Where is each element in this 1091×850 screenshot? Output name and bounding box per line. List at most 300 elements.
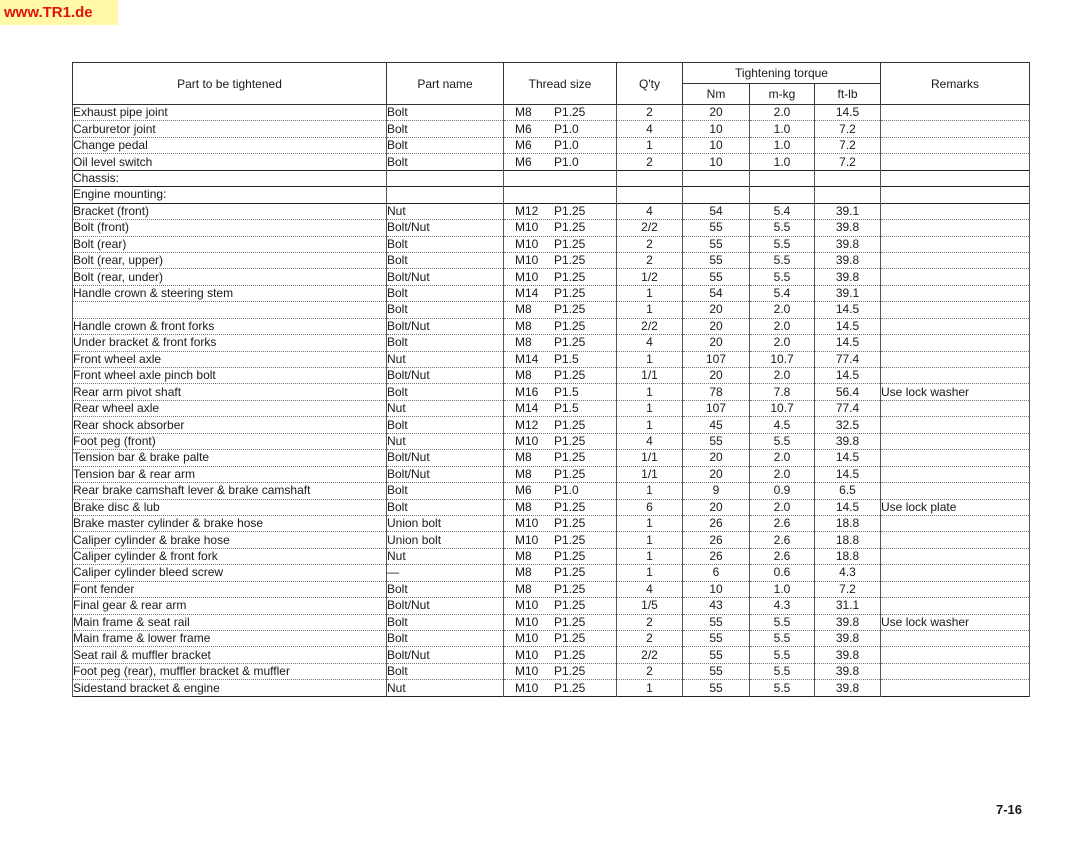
- cell-part: Handle crown & steering stem: [73, 285, 387, 301]
- cell-remarks: [881, 532, 1030, 548]
- cell-qty: 1: [617, 532, 683, 548]
- empty-cell: [387, 187, 504, 203]
- cell-part: Rear wheel axle: [73, 400, 387, 416]
- table-row: [73, 433, 1030, 449]
- thread-diameter: M10: [515, 647, 539, 662]
- cell-qty: 1: [617, 417, 683, 433]
- cell-part-name: Bolt: [387, 154, 504, 170]
- cell-thread-size: [504, 565, 617, 581]
- cell-mkg: 2.6: [750, 515, 815, 531]
- table-row: [73, 121, 1030, 137]
- cell-ftlb: 14.5: [815, 302, 881, 318]
- cell-remarks: [881, 335, 1030, 351]
- cell-remarks: [881, 203, 1030, 219]
- thread-diameter: M10: [515, 532, 539, 547]
- cell-part: Sidestand bracket & engine: [73, 680, 387, 696]
- cell-remarks: [881, 236, 1030, 252]
- table-row: [73, 400, 1030, 416]
- cell-part: Main frame & lower frame: [73, 631, 387, 647]
- cell-thread-size: [504, 220, 617, 236]
- cell-thread-size: [504, 302, 617, 318]
- cell-part-name: Nut: [387, 433, 504, 449]
- thread-pitch: P1.25: [554, 220, 586, 235]
- header-nm: Nm: [683, 84, 750, 105]
- table-row: [73, 368, 1030, 384]
- cell-part: Bolt (rear, upper): [73, 252, 387, 268]
- cell-ftlb: 31.1: [815, 598, 881, 614]
- cell-ftlb: 77.4: [815, 351, 881, 367]
- table-row: [73, 663, 1030, 679]
- cell-thread-size: [504, 515, 617, 531]
- cell-nm: 26: [683, 515, 750, 531]
- cell-ftlb: 39.8: [815, 647, 881, 663]
- cell-mkg: 1.0: [750, 154, 815, 170]
- cell-mkg: 2.0: [750, 499, 815, 515]
- cell-ftlb: 18.8: [815, 515, 881, 531]
- cell-ftlb: 7.2: [815, 154, 881, 170]
- empty-cell: [617, 170, 683, 186]
- cell-qty: 1: [617, 483, 683, 499]
- cell-qty: 1: [617, 384, 683, 400]
- cell-qty: 1/1: [617, 466, 683, 482]
- cell-ftlb: 39.8: [815, 236, 881, 252]
- thread-pitch: P1.25: [554, 466, 586, 481]
- cell-qty: 1: [617, 137, 683, 153]
- thread-pitch: P1.25: [554, 549, 586, 564]
- cell-mkg: 5.5: [750, 252, 815, 268]
- thread-diameter: M8: [515, 466, 532, 481]
- cell-part: Bolt (front): [73, 220, 387, 236]
- cell-remarks: Use lock plate: [881, 499, 1030, 515]
- cell-part-name: Bolt: [387, 105, 504, 121]
- table-row: [73, 565, 1030, 581]
- cell-remarks: [881, 269, 1030, 285]
- thread-pitch: P1.25: [554, 433, 586, 448]
- cell-part-name: Bolt: [387, 302, 504, 318]
- cell-thread-size: [504, 433, 617, 449]
- thread-diameter: M6: [515, 483, 532, 498]
- cell-ftlb: 56.4: [815, 384, 881, 400]
- cell-ftlb: 14.5: [815, 318, 881, 334]
- cell-part-name: Bolt/Nut: [387, 220, 504, 236]
- cell-part: Oil level switch: [73, 154, 387, 170]
- cell-part: Rear brake camshaft lever & brake camshaft: [73, 483, 387, 499]
- cell-nm: 78: [683, 384, 750, 400]
- cell-part-name: Bolt: [387, 581, 504, 597]
- page-number: 7-16: [996, 802, 1023, 817]
- cell-qty: 2: [617, 252, 683, 268]
- cell-part-name: —: [387, 565, 504, 581]
- cell-part-name: Union bolt: [387, 532, 504, 548]
- cell-part: Caliper cylinder & front fork: [73, 548, 387, 564]
- thread-pitch: P1.25: [554, 516, 586, 531]
- subsection-engine-mounting: [73, 187, 1030, 203]
- cell-ftlb: 14.5: [815, 499, 881, 515]
- cell-mkg: 2.0: [750, 302, 815, 318]
- cell-nm: 55: [683, 220, 750, 236]
- cell-thread-size: [504, 154, 617, 170]
- cell-nm: 45: [683, 417, 750, 433]
- cell-part: Tension bar & rear arm: [73, 466, 387, 482]
- cell-nm: 20: [683, 318, 750, 334]
- table-row: [73, 581, 1030, 597]
- cell-thread-size: [504, 417, 617, 433]
- cell-nm: 20: [683, 466, 750, 482]
- cell-remarks: [881, 515, 1030, 531]
- cell-qty: 1: [617, 400, 683, 416]
- cell-qty: 2/2: [617, 318, 683, 334]
- cell-part-name: Union bolt: [387, 515, 504, 531]
- cell-ftlb: 14.5: [815, 105, 881, 121]
- thread-diameter: M12: [515, 417, 539, 432]
- cell-remarks: [881, 351, 1030, 367]
- cell-nm: 55: [683, 236, 750, 252]
- section-label: Chassis:: [73, 170, 387, 186]
- thread-pitch: P1.25: [554, 318, 586, 333]
- cell-nm: 20: [683, 335, 750, 351]
- thread-diameter: M8: [515, 302, 532, 317]
- cell-nm: 55: [683, 252, 750, 268]
- cell-part-name: Bolt/Nut: [387, 368, 504, 384]
- cell-part: Brake disc & lub: [73, 499, 387, 515]
- thread-diameter: M14: [515, 351, 539, 366]
- cell-part-name: Bolt: [387, 483, 504, 499]
- cell-mkg: 7.8: [750, 384, 815, 400]
- cell-remarks: [881, 483, 1030, 499]
- empty-cell: [815, 170, 881, 186]
- thread-diameter: M10: [515, 433, 539, 448]
- cell-qty: 2: [617, 614, 683, 630]
- cell-qty: 1: [617, 302, 683, 318]
- cell-mkg: 2.6: [750, 532, 815, 548]
- table-row: [73, 614, 1030, 630]
- cell-thread-size: [504, 137, 617, 153]
- cell-qty: 6: [617, 499, 683, 515]
- cell-mkg: 5.5: [750, 220, 815, 236]
- cell-mkg: 1.0: [750, 581, 815, 597]
- thread-pitch: P1.25: [554, 105, 586, 120]
- table-header: [73, 63, 1030, 105]
- thread-diameter: M8: [515, 450, 532, 465]
- cell-ftlb: 39.8: [815, 663, 881, 679]
- cell-part: Handle crown & front forks: [73, 318, 387, 334]
- cell-qty: 1/2: [617, 269, 683, 285]
- cell-ftlb: 14.5: [815, 450, 881, 466]
- cell-part-name: Bolt/Nut: [387, 318, 504, 334]
- cell-part: Exhaust pipe joint: [73, 105, 387, 121]
- cell-part-name: Nut: [387, 680, 504, 696]
- cell-ftlb: 77.4: [815, 400, 881, 416]
- cell-part-name: Bolt: [387, 384, 504, 400]
- thread-pitch: P1.0: [554, 483, 579, 498]
- thread-pitch: P1.25: [554, 598, 586, 613]
- cell-part-name: Bolt: [387, 137, 504, 153]
- cell-part-name: Nut: [387, 203, 504, 219]
- cell-qty: 2/2: [617, 220, 683, 236]
- cell-mkg: 0.9: [750, 483, 815, 499]
- cell-thread-size: [504, 483, 617, 499]
- cell-thread-size: [504, 680, 617, 696]
- cell-remarks: [881, 368, 1030, 384]
- cell-qty: 4: [617, 433, 683, 449]
- thread-diameter: M10: [515, 236, 539, 251]
- cell-part-name: Nut: [387, 351, 504, 367]
- cell-thread-size: [504, 335, 617, 351]
- thread-pitch: P1.25: [554, 253, 586, 268]
- thread-pitch: P1.25: [554, 532, 586, 547]
- cell-thread-size: [504, 252, 617, 268]
- cell-nm: 20: [683, 450, 750, 466]
- thread-pitch: P1.25: [554, 269, 586, 284]
- thread-pitch: P1.25: [554, 581, 586, 596]
- header-part-name: Part name: [387, 63, 504, 105]
- thread-pitch: P1.25: [554, 647, 586, 662]
- cell-ftlb: 7.2: [815, 121, 881, 137]
- cell-remarks: [881, 598, 1030, 614]
- thread-diameter: M6: [515, 154, 532, 169]
- cell-part: Caliper cylinder bleed screw: [73, 565, 387, 581]
- table-row: [73, 302, 1030, 318]
- header-tightening-torque: Tightening torque: [683, 63, 881, 84]
- cell-ftlb: 39.8: [815, 433, 881, 449]
- cell-part: Rear arm pivot shaft: [73, 384, 387, 400]
- thread-diameter: M10: [515, 220, 539, 235]
- table-row: [73, 285, 1030, 301]
- cell-part-name: Bolt: [387, 285, 504, 301]
- cell-nm: 20: [683, 499, 750, 515]
- cell-qty: 1: [617, 680, 683, 696]
- cell-remarks: [881, 663, 1030, 679]
- empty-cell: [881, 170, 1030, 186]
- cell-part: Rear shock absorber: [73, 417, 387, 433]
- cell-qty: 1: [617, 565, 683, 581]
- thread-pitch: P1.0: [554, 121, 579, 136]
- thread-diameter: M8: [515, 499, 532, 514]
- cell-mkg: 5.5: [750, 663, 815, 679]
- cell-mkg: 5.5: [750, 433, 815, 449]
- thread-pitch: P1.25: [554, 565, 586, 580]
- empty-cell: [504, 170, 617, 186]
- cell-mkg: 2.0: [750, 335, 815, 351]
- empty-cell: [881, 187, 1030, 203]
- cell-ftlb: 39.8: [815, 631, 881, 647]
- cell-qty: 1: [617, 515, 683, 531]
- header-qty: Q'ty: [617, 63, 683, 105]
- cell-mkg: 2.6: [750, 548, 815, 564]
- tightening-torque-table: [72, 62, 1030, 697]
- table-row: [73, 269, 1030, 285]
- site-watermark[interactable]: www.TR1.de: [0, 0, 118, 25]
- cell-part-name: Bolt: [387, 252, 504, 268]
- cell-part-name: Bolt/Nut: [387, 598, 504, 614]
- cell-remarks: [881, 105, 1030, 121]
- cell-nm: 26: [683, 532, 750, 548]
- thread-diameter: M10: [515, 516, 539, 531]
- cell-mkg: 10.7: [750, 351, 815, 367]
- thread-diameter: M10: [515, 631, 539, 646]
- cell-remarks: [881, 565, 1030, 581]
- thread-pitch: P1.25: [554, 631, 586, 646]
- cell-ftlb: 18.8: [815, 548, 881, 564]
- cell-remarks: [881, 450, 1030, 466]
- cell-thread-size: [504, 631, 617, 647]
- thread-diameter: M10: [515, 598, 539, 613]
- cell-remarks: [881, 252, 1030, 268]
- header-remarks: Remarks: [881, 63, 1030, 105]
- cell-thread-size: [504, 400, 617, 416]
- cell-ftlb: 4.3: [815, 565, 881, 581]
- thread-diameter: M10: [515, 680, 539, 695]
- cell-remarks: [881, 631, 1030, 647]
- cell-qty: 1: [617, 351, 683, 367]
- cell-remarks: [881, 302, 1030, 318]
- table-row: [73, 252, 1030, 268]
- cell-qty: 4: [617, 581, 683, 597]
- cell-ftlb: 39.8: [815, 269, 881, 285]
- cell-remarks: [881, 548, 1030, 564]
- cell-nm: 107: [683, 400, 750, 416]
- cell-part: Font fender: [73, 581, 387, 597]
- cell-qty: 4: [617, 335, 683, 351]
- empty-cell: [683, 187, 750, 203]
- thread-diameter: M8: [515, 318, 532, 333]
- cell-part-name: Nut: [387, 400, 504, 416]
- cell-mkg: 5.5: [750, 647, 815, 663]
- cell-qty: 1: [617, 285, 683, 301]
- cell-qty: 4: [617, 121, 683, 137]
- cell-part: Main frame & seat rail: [73, 614, 387, 630]
- cell-nm: 10: [683, 154, 750, 170]
- table-row: [73, 647, 1030, 663]
- empty-cell: [617, 187, 683, 203]
- cell-part-name: Bolt: [387, 499, 504, 515]
- cell-nm: 43: [683, 598, 750, 614]
- cell-nm: 26: [683, 548, 750, 564]
- table-row: [73, 548, 1030, 564]
- cell-part: Bracket (front): [73, 203, 387, 219]
- cell-nm: 20: [683, 368, 750, 384]
- cell-qty: 1/1: [617, 450, 683, 466]
- cell-nm: 10: [683, 137, 750, 153]
- cell-part: Tension bar & brake palte: [73, 450, 387, 466]
- cell-nm: 55: [683, 433, 750, 449]
- thread-pitch: P1.25: [554, 236, 586, 251]
- cell-ftlb: 39.8: [815, 680, 881, 696]
- thread-pitch: P1.25: [554, 614, 586, 629]
- cell-remarks: [881, 400, 1030, 416]
- table-row: [73, 598, 1030, 614]
- cell-thread-size: [504, 368, 617, 384]
- table-row: [73, 483, 1030, 499]
- cell-ftlb: 14.5: [815, 335, 881, 351]
- cell-part-name: Bolt/Nut: [387, 269, 504, 285]
- table-row: [73, 236, 1030, 252]
- cell-part: Foot peg (front): [73, 433, 387, 449]
- cell-remarks: [881, 154, 1030, 170]
- cell-nm: 54: [683, 203, 750, 219]
- cell-part: Bolt (rear, under): [73, 269, 387, 285]
- empty-cell: [815, 187, 881, 203]
- cell-ftlb: 39.8: [815, 220, 881, 236]
- empty-cell: [750, 187, 815, 203]
- empty-cell: [387, 170, 504, 186]
- cell-mkg: 5.5: [750, 236, 815, 252]
- cell-part-name: Bolt/Nut: [387, 450, 504, 466]
- cell-nm: 10: [683, 121, 750, 137]
- cell-thread-size: [504, 318, 617, 334]
- table-row: [73, 417, 1030, 433]
- cell-remarks: [881, 680, 1030, 696]
- cell-remarks: [881, 285, 1030, 301]
- cell-part-name: Bolt: [387, 417, 504, 433]
- cell-remarks: Use lock washer: [881, 384, 1030, 400]
- cell-qty: 4: [617, 203, 683, 219]
- cell-part: Under bracket & front forks: [73, 335, 387, 351]
- thread-diameter: M8: [515, 335, 532, 350]
- cell-nm: 55: [683, 631, 750, 647]
- empty-cell: [504, 187, 617, 203]
- cell-mkg: 2.0: [750, 368, 815, 384]
- thread-diameter: M8: [515, 581, 532, 596]
- cell-part: Bolt (rear): [73, 236, 387, 252]
- cell-thread-size: [504, 532, 617, 548]
- cell-nm: 55: [683, 269, 750, 285]
- cell-mkg: 5.5: [750, 680, 815, 696]
- table-row: [73, 680, 1030, 696]
- cell-mkg: 2.0: [750, 105, 815, 121]
- table-row: [73, 220, 1030, 236]
- table-row: [73, 137, 1030, 153]
- cell-mkg: 0.6: [750, 565, 815, 581]
- header-part: Part to be tightened: [73, 63, 387, 105]
- cell-ftlb: 32.5: [815, 417, 881, 433]
- table-row: [73, 335, 1030, 351]
- cell-ftlb: 7.2: [815, 581, 881, 597]
- cell-mkg: 4.5: [750, 417, 815, 433]
- thread-pitch: P1.25: [554, 203, 586, 218]
- cell-thread-size: [504, 548, 617, 564]
- thread-diameter: M8: [515, 549, 532, 564]
- cell-thread-size: [504, 581, 617, 597]
- cell-ftlb: 39.1: [815, 203, 881, 219]
- thread-diameter: M6: [515, 138, 532, 153]
- table-row: [73, 631, 1030, 647]
- header-ftlb: ft-lb: [815, 84, 881, 105]
- cell-mkg: 1.0: [750, 121, 815, 137]
- thread-pitch: P1.0: [554, 138, 579, 153]
- thread-diameter: M12: [515, 203, 539, 218]
- thread-pitch: P1.25: [554, 450, 586, 465]
- thread-diameter: M6: [515, 121, 532, 136]
- cell-qty: 2: [617, 105, 683, 121]
- thread-pitch: P1.25: [554, 368, 586, 383]
- thread-pitch: P1.0: [554, 154, 579, 169]
- table-row: [73, 450, 1030, 466]
- thread-diameter: M10: [515, 269, 539, 284]
- cell-ftlb: 14.5: [815, 368, 881, 384]
- cell-mkg: 5.4: [750, 203, 815, 219]
- cell-thread-size: [504, 351, 617, 367]
- thread-pitch: P1.25: [554, 417, 586, 432]
- thread-pitch: P1.5: [554, 384, 579, 399]
- cell-part-name: Nut: [387, 548, 504, 564]
- cell-ftlb: 6.5: [815, 483, 881, 499]
- table-row: [73, 318, 1030, 334]
- thread-diameter: M14: [515, 286, 539, 301]
- cell-part-name: Bolt: [387, 614, 504, 630]
- empty-cell: [750, 170, 815, 186]
- cell-part-name: Bolt/Nut: [387, 466, 504, 482]
